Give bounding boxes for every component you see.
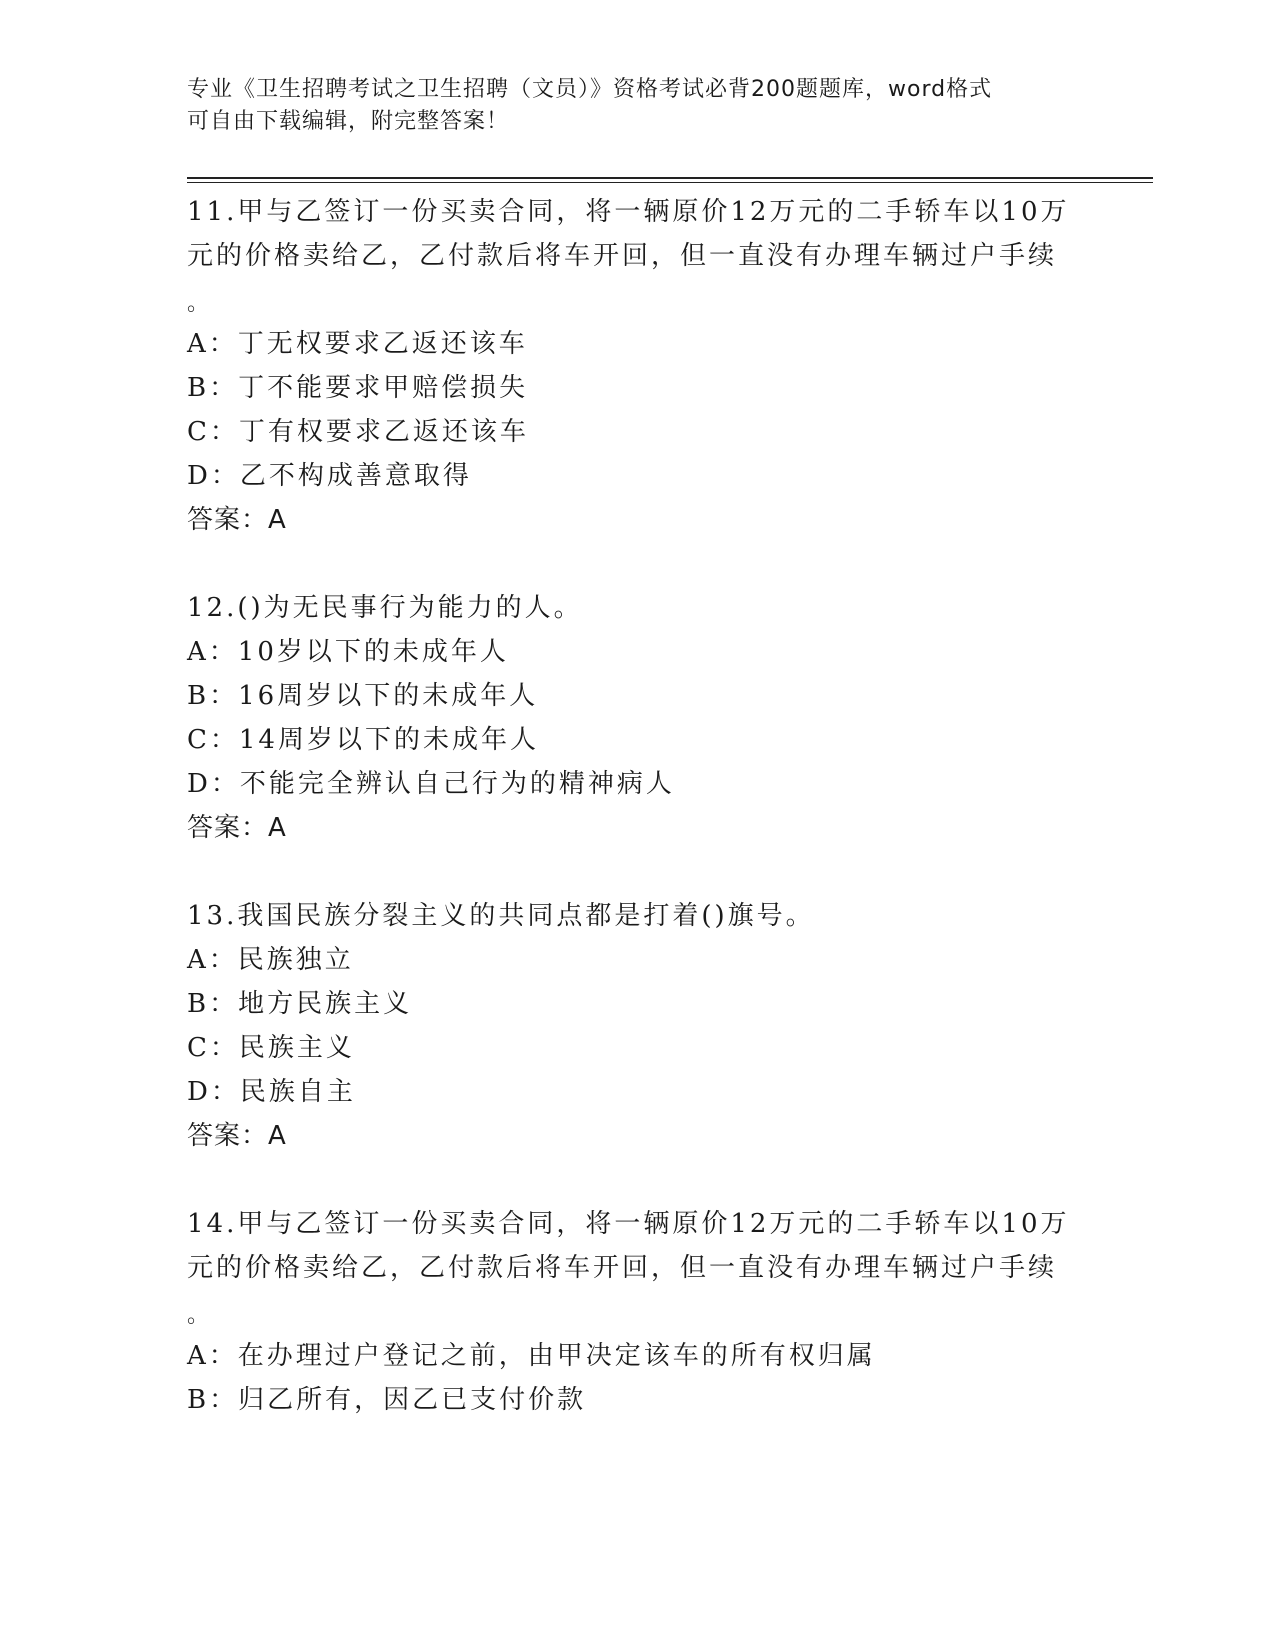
header-line-2: 可自由下载编辑，附完整答案！	[187, 109, 510, 134]
option-c: C：14周岁以下的未成年人	[187, 725, 539, 755]
question-stem-line: 12.()为无民事行为能力的人。	[187, 593, 583, 623]
header-line-1: 专业《卫生招聘考试之卫生招聘（文员）》资格考试必背200题题库，word格式	[187, 77, 993, 102]
option-c: C：丁有权要求乙返还该车	[187, 417, 529, 447]
question-13	[187, 894, 1087, 1158]
question-stem-line: 元的价格卖给乙，乙付款后将车开回，但一直没有办理车辆过户手续	[187, 1253, 1058, 1283]
question-11	[187, 190, 1087, 542]
option-a: A：10岁以下的未成年人	[187, 637, 509, 667]
question-stem-line: 元的价格卖给乙，乙付款后将车开回，但一直没有办理车辆过户手续	[187, 241, 1058, 271]
question-12	[187, 586, 1087, 850]
option-a: A：丁无权要求乙返还该车	[187, 329, 528, 359]
option-a: A：在办理过户登记之前，由甲决定该车的所有权归属	[187, 1341, 876, 1371]
document-header	[187, 74, 1067, 138]
option-a: A：民族独立	[187, 945, 354, 975]
option-c: C：民族主义	[187, 1033, 355, 1063]
option-b: B：地方民族主义	[187, 989, 413, 1019]
question-14	[187, 1202, 1087, 1422]
option-d: D：乙不构成善意取得	[187, 461, 472, 491]
option-d: D：不能完全辨认自己行为的精神病人	[187, 769, 675, 799]
option-b: B：16周岁以下的未成年人	[187, 681, 539, 711]
spacer	[187, 542, 1087, 586]
spacer	[187, 1158, 1087, 1202]
question-stem-line: 14.甲与乙签订一份买卖合同，将一辆原价12万元的二手轿车以10万	[187, 1209, 1070, 1239]
header-divider-thin	[187, 182, 1153, 183]
answer-label: 答案：A	[187, 1121, 287, 1151]
question-stem-tail: 。	[187, 1303, 213, 1328]
answer-label: 答案：A	[187, 505, 287, 535]
spacer	[187, 850, 1087, 894]
question-list	[187, 190, 1087, 1422]
question-stem-line: 13.我国民族分裂主义的共同点都是打着()旗号。	[187, 901, 815, 931]
header-divider-thick	[187, 177, 1153, 179]
question-stem-line: 11.甲与乙签订一份买卖合同，将一辆原价12万元的二手轿车以10万	[187, 197, 1070, 227]
option-b: B：归乙所有，因乙已支付价款	[187, 1385, 587, 1415]
option-b: B：丁不能要求甲赔偿损失	[187, 373, 529, 403]
question-stem-tail: 。	[187, 291, 213, 316]
option-d: D：民族自主	[187, 1077, 356, 1107]
answer-label: 答案：A	[187, 813, 287, 843]
